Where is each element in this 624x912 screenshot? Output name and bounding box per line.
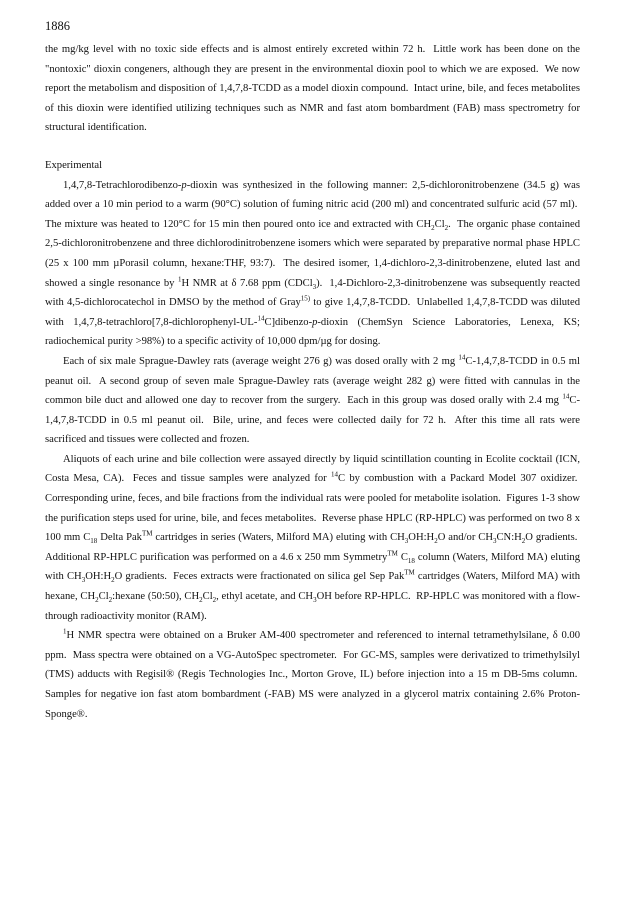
synthesis-paragraph: 1,4,7,8-Tetrachlorodibenzo-p-dioxin was synthesized in the following manner: 2,5-dichloronitrobenzene (34.5 g) was added over a 10 min period to a warm (90°C) solution of fuming nitric acid (200 ml) and concentrated sulfuric acid (57 ml). The mixture was heated to 120°C for 15 min then poured onto ice and extracted with $CH_2Cl_2$. The organic phase contained 2,5-dichloronitrobenzene and three dichlorodinitrobenzene isomers which were separated by preparative normal phase HPLC (25 x 100 mm µPorasil column, hexane:THF, 93:7). The desired isomer, 1,4-dichloro-2,3-dinitrobenzene, eluted last and showed a single resonance by $^1$H NMR at δ 7.68 ppm (CDCl$_3$). 1,4-Dichloro-2,3-dinitrobenzene was subsequently reacted with 4,5-dichlorocatechol in DMSO by the method of Gray$^{15)}$ to give 1,4,7,8-TCDD. Unlabelled 1,4,7,8-TCDD was diluted with 1,4,7,8-tetrachloro[7,8-dichlorophenyl-UL-$^{14}$C]dibenzo-p-dioxin (ChemSyn Science Laboratories, Lenexa, KS; radiochemical purity >98%) to a specific activity of 10,000 dpm/µg for dosing. — [45, 179, 580, 348]
dosing-paragraph: Each of six male Sprague-Dawley rats (average weight 276 g) was dosed orally with 2 mg $^{14}$C-1,4,7,8-TCDD in 0.5 ml peanut oil. A second group of seven male Sprague-Dawley rats (average weight 282 g) were fitted with cannulas in the common bile duct and allowed one day to recover from the surgery. Each in this group was dosed orally with 2.4 mg $^{14}$C-1,4,7,8-TCDD in 0.5 ml peanut oil. Bile, urine, and feces were collected daily for 72 h. After this time all rats were sacrificed and tissues were collected and frozen. — [45, 353, 580, 446]
spectroscopy-paragraph: $^1$H NMR spectra were obtained on a Bruker AM-400 spectrometer and referenced to internal tetramethylsilane, δ 0.00 ppm. Mass spectra were obtained on a VG-AutoSpec spectrometer. For GC-MS, samples were derivatized to trimethylsilyl (TMS) adducts with Regisil® (Regis Technologies Inc., Morton Grove, IL) before injection into a 15 m DB-5ms column. Samples for negative ion fast atom bombardment (-FAB) MS were analyzed in a glycerol matrix containing 2.6% Proton-Sponge®. — [45, 627, 580, 720]
section-heading: Experimental — [45, 159, 103, 171]
analysis-paragraph: Aliquots of each urine and bile collection were assayed directly by liquid scintillation counting in Ecolite cocktail (ICN, Costa Mesa, CA). Feces and tissue samples were analyzed for $^{14}$C by combustion with a Packard Model 307 oxidizer. Corresponding urine, feces, and bile fractions from the individual rats were pooled for metabolite isolation. Figures 1-3 show the purification steps used for urine, bile, and feces metabolites. Reverse phase HPLC (RP-HPLC) was performed on two 8 x 100 mm $C_{18}$ Delta Pak™ cartridges in series (Waters, Milford MA) eluting with $CH_3OH:H_2O$ and/or $CH_3CN:H_2O$ gradients. Additional RP-HPLC purification was performed on a 4.6 x 250 mm Symmetry™ $C_{18}$ column (Waters, Milford MA) eluting with $CH_3OH:H_2O$ gradients. Feces extracts were fractionated on silica gel Sep Pak™ cartridges (Waters, Milford MA) with hexane, $CH_2Cl_2:hexane$ (50:50), $CH_2Cl_2$, ethyl acetate, and $CH_3OH$ before RP-HPLC. RP-HPLC was monitored with a flow-through radioactivity monitor (RAM). — [45, 453, 581, 622]
intro-paragraph: the mg/kg level with no toxic side effects and is almost entirely excreted within 72 h. Little work has been done on the "nontoxic" dioxin congeners, although they are present in the environmental dioxin pool to which we are exposed. We now report the metabolism and disposition of 1,4,7,8-TCDD as a model dioxin compound. Intact urine, bile, and feces metabolites of this dioxin were identified utilizing techniques such as NMR and fast atom bombardment (FAB) mass spectrometry for structural identification. — [45, 44, 580, 134]
page-number: 1886 — [45, 19, 70, 33]
article-body — [45, 40, 580, 724]
